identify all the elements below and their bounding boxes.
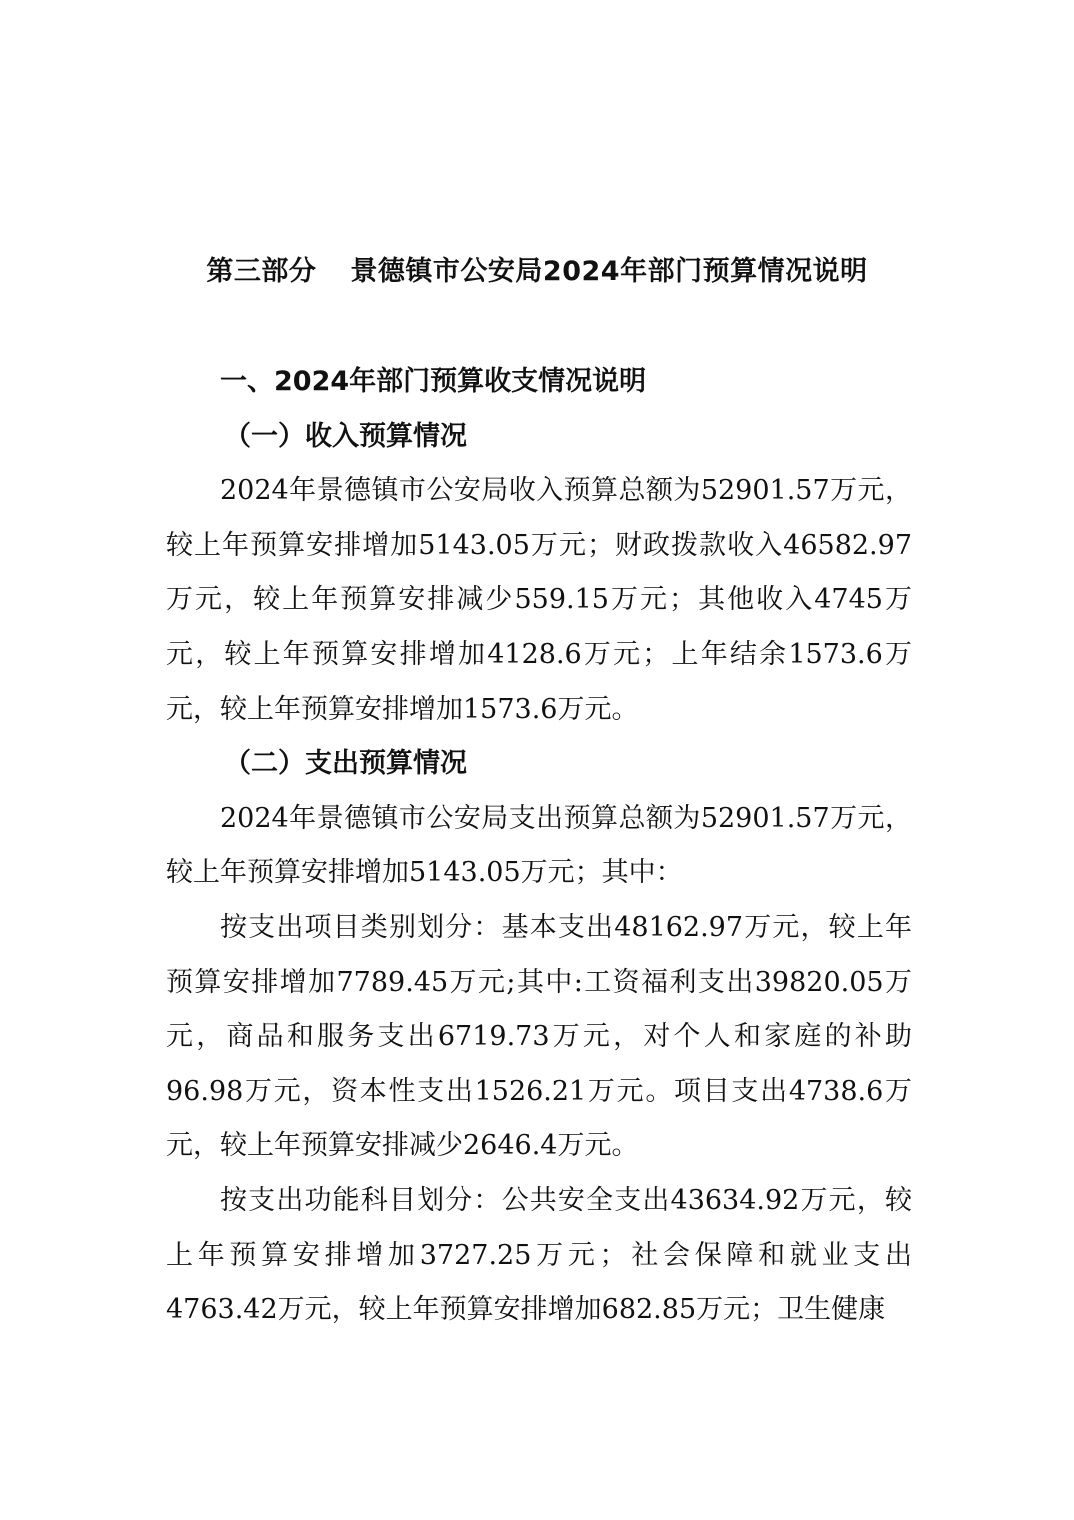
- expenditure-paragraph-by-category: 按支出项目类别划分：基本支出48162.97万元，较上年预算安排增加7789.45万元;其中:工资福利支出39820.05万元，商品和服务支出6719.73万元，对个人和家庭的补助96.98万元，资本性支出1526.21万元。项目支出4738.6万元，较上年预算安排减少2646.4万元。: [166, 911, 912, 1162]
- title-text: 景德镇市公安局2024年部门预算情况说明: [350, 256, 868, 287]
- section-heading: 一、2024年部门预算收支情况说明: [220, 366, 647, 397]
- title-part-label: 第三部分: [206, 256, 317, 287]
- document-body: [166, 355, 912, 1338]
- income-subheading: （一）收入预算情况: [224, 420, 467, 452]
- expenditure-paragraph-total: 2024年景德镇市公安局支出预算总额为52901.57万元，较上年预算安排增加5143.05万元；其中：: [166, 802, 912, 889]
- expenditure-paragraph-by-function: 按支出功能科目划分：公共安全支出43634.92万元，较上年预算安排增加3727.25万元；社会保障和就业支出4763.42万元，较上年预算安排增加682.85万元；卫生健康: [166, 1184, 912, 1326]
- income-paragraph: 2024年景德镇市公安局收入预算总额为52901.57万元，较上年预算安排增加5143.05万元；财政拨款收入46582.97万元，较上年预算安排减少559.15万元；其他收入4745万元，较上年预算安排增加4128.6万元；上年结余1573.6万元，较上年预算安排增加1573.6万元。: [166, 475, 912, 725]
- expenditure-subheading: （二）支出预算情况: [224, 748, 467, 780]
- document-title: [0, 250, 1074, 294]
